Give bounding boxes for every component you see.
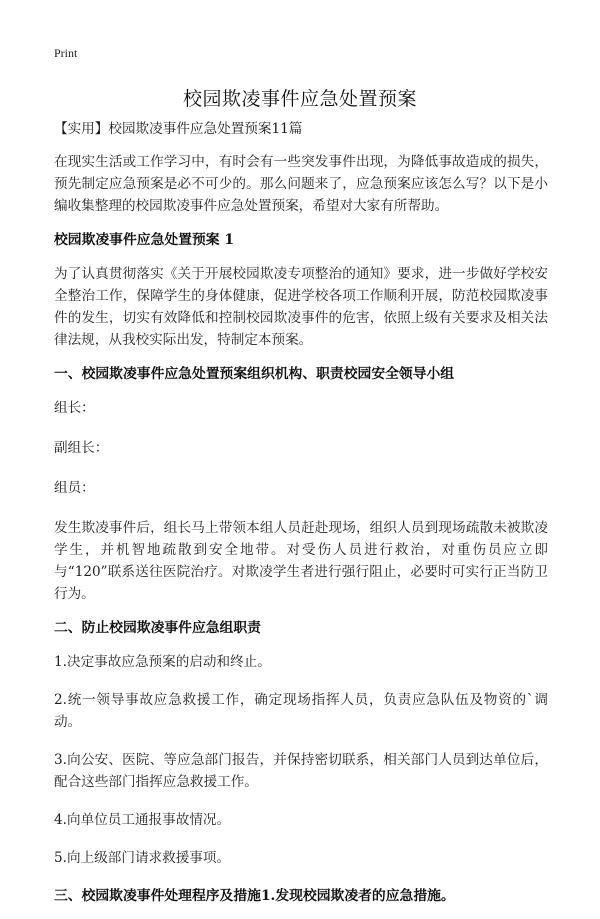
duty-item-5: 5.向上级部门请求救援事项。 [54,850,231,866]
heading-one: 一、校园欺凌事件应急处置预案组织机构、职责校园安全领导小组 [54,366,455,382]
vice-leader-line: 副组长： [54,440,109,456]
leader-line: 组长： [54,400,95,416]
duty-item-1: 1.决定事故应急预案的启动和终止。 [54,654,271,670]
section1-intro-paragraph: 为了认真贯彻落实《关于开展校园欺凌专项整治的通知》要求，进一步做好学校安全整治工作，保障学生的身体健康，促进学校各项工作顺利开展，防范校园欺凌事件的发生，切实有效降低和控制校园欺凌事件的危害，依照上级有关要求及相关法律法规，从我校实际出发，特制定本预案。 [54,266,548,348]
document-subtitle: 【实用】校园欺凌事件应急处置预案11篇 [54,121,303,137]
members-line: 组员： [54,480,95,496]
duty-item-3: 3.向公安、医院、等应急部门报告，并保持密切联系，相关部门人员到达单位后，配合这些部门指挥应急救援工作。 [54,752,548,790]
response-paragraph: 发生欺凌事件后，组长马上带领本组人员赶赴现场，组织人员到现场疏散未被欺凌学生，并机智地疏散到安全地带。对受伤人员进行救治，对重伤员应立即与“120”联系送往医院治疗。对欺凌学生者进行强行阻止，必要时可实行正当防卫行为。 [54,520,548,602]
print-label: Print [54,46,78,60]
document-body [54,118,548,919]
section1-title: 校园欺凌事件应急处置预案 1 [54,232,234,248]
duty-item-2: 2.统一领导事故应急救援工作，确定现场指挥人员，负责应急队伍及物资的`调动。 [54,692,548,730]
heading-three: 三、校园欺凌事件处理程序及措施1.发现校园欺凌者的应急措施。 [54,888,455,904]
document-title: 校园欺凌事件应急处置预案 [182,88,417,110]
duty-item-4: 4.向单位员工通报事故情况。 [54,812,231,828]
heading-two: 二、防止校园欺凌事件应急组职责 [54,620,261,636]
intro-paragraph: 在现实生活或工作学习中，有时会有一些突发事件出现，为降低事故造成的损失，预先制定应急预案是必不可少的。那么问题来了，应急预案应该怎么写？以下是小编收集整理的校园欺凌事件应急处置预案，希望对大家有所帮助。 [54,154,548,214]
